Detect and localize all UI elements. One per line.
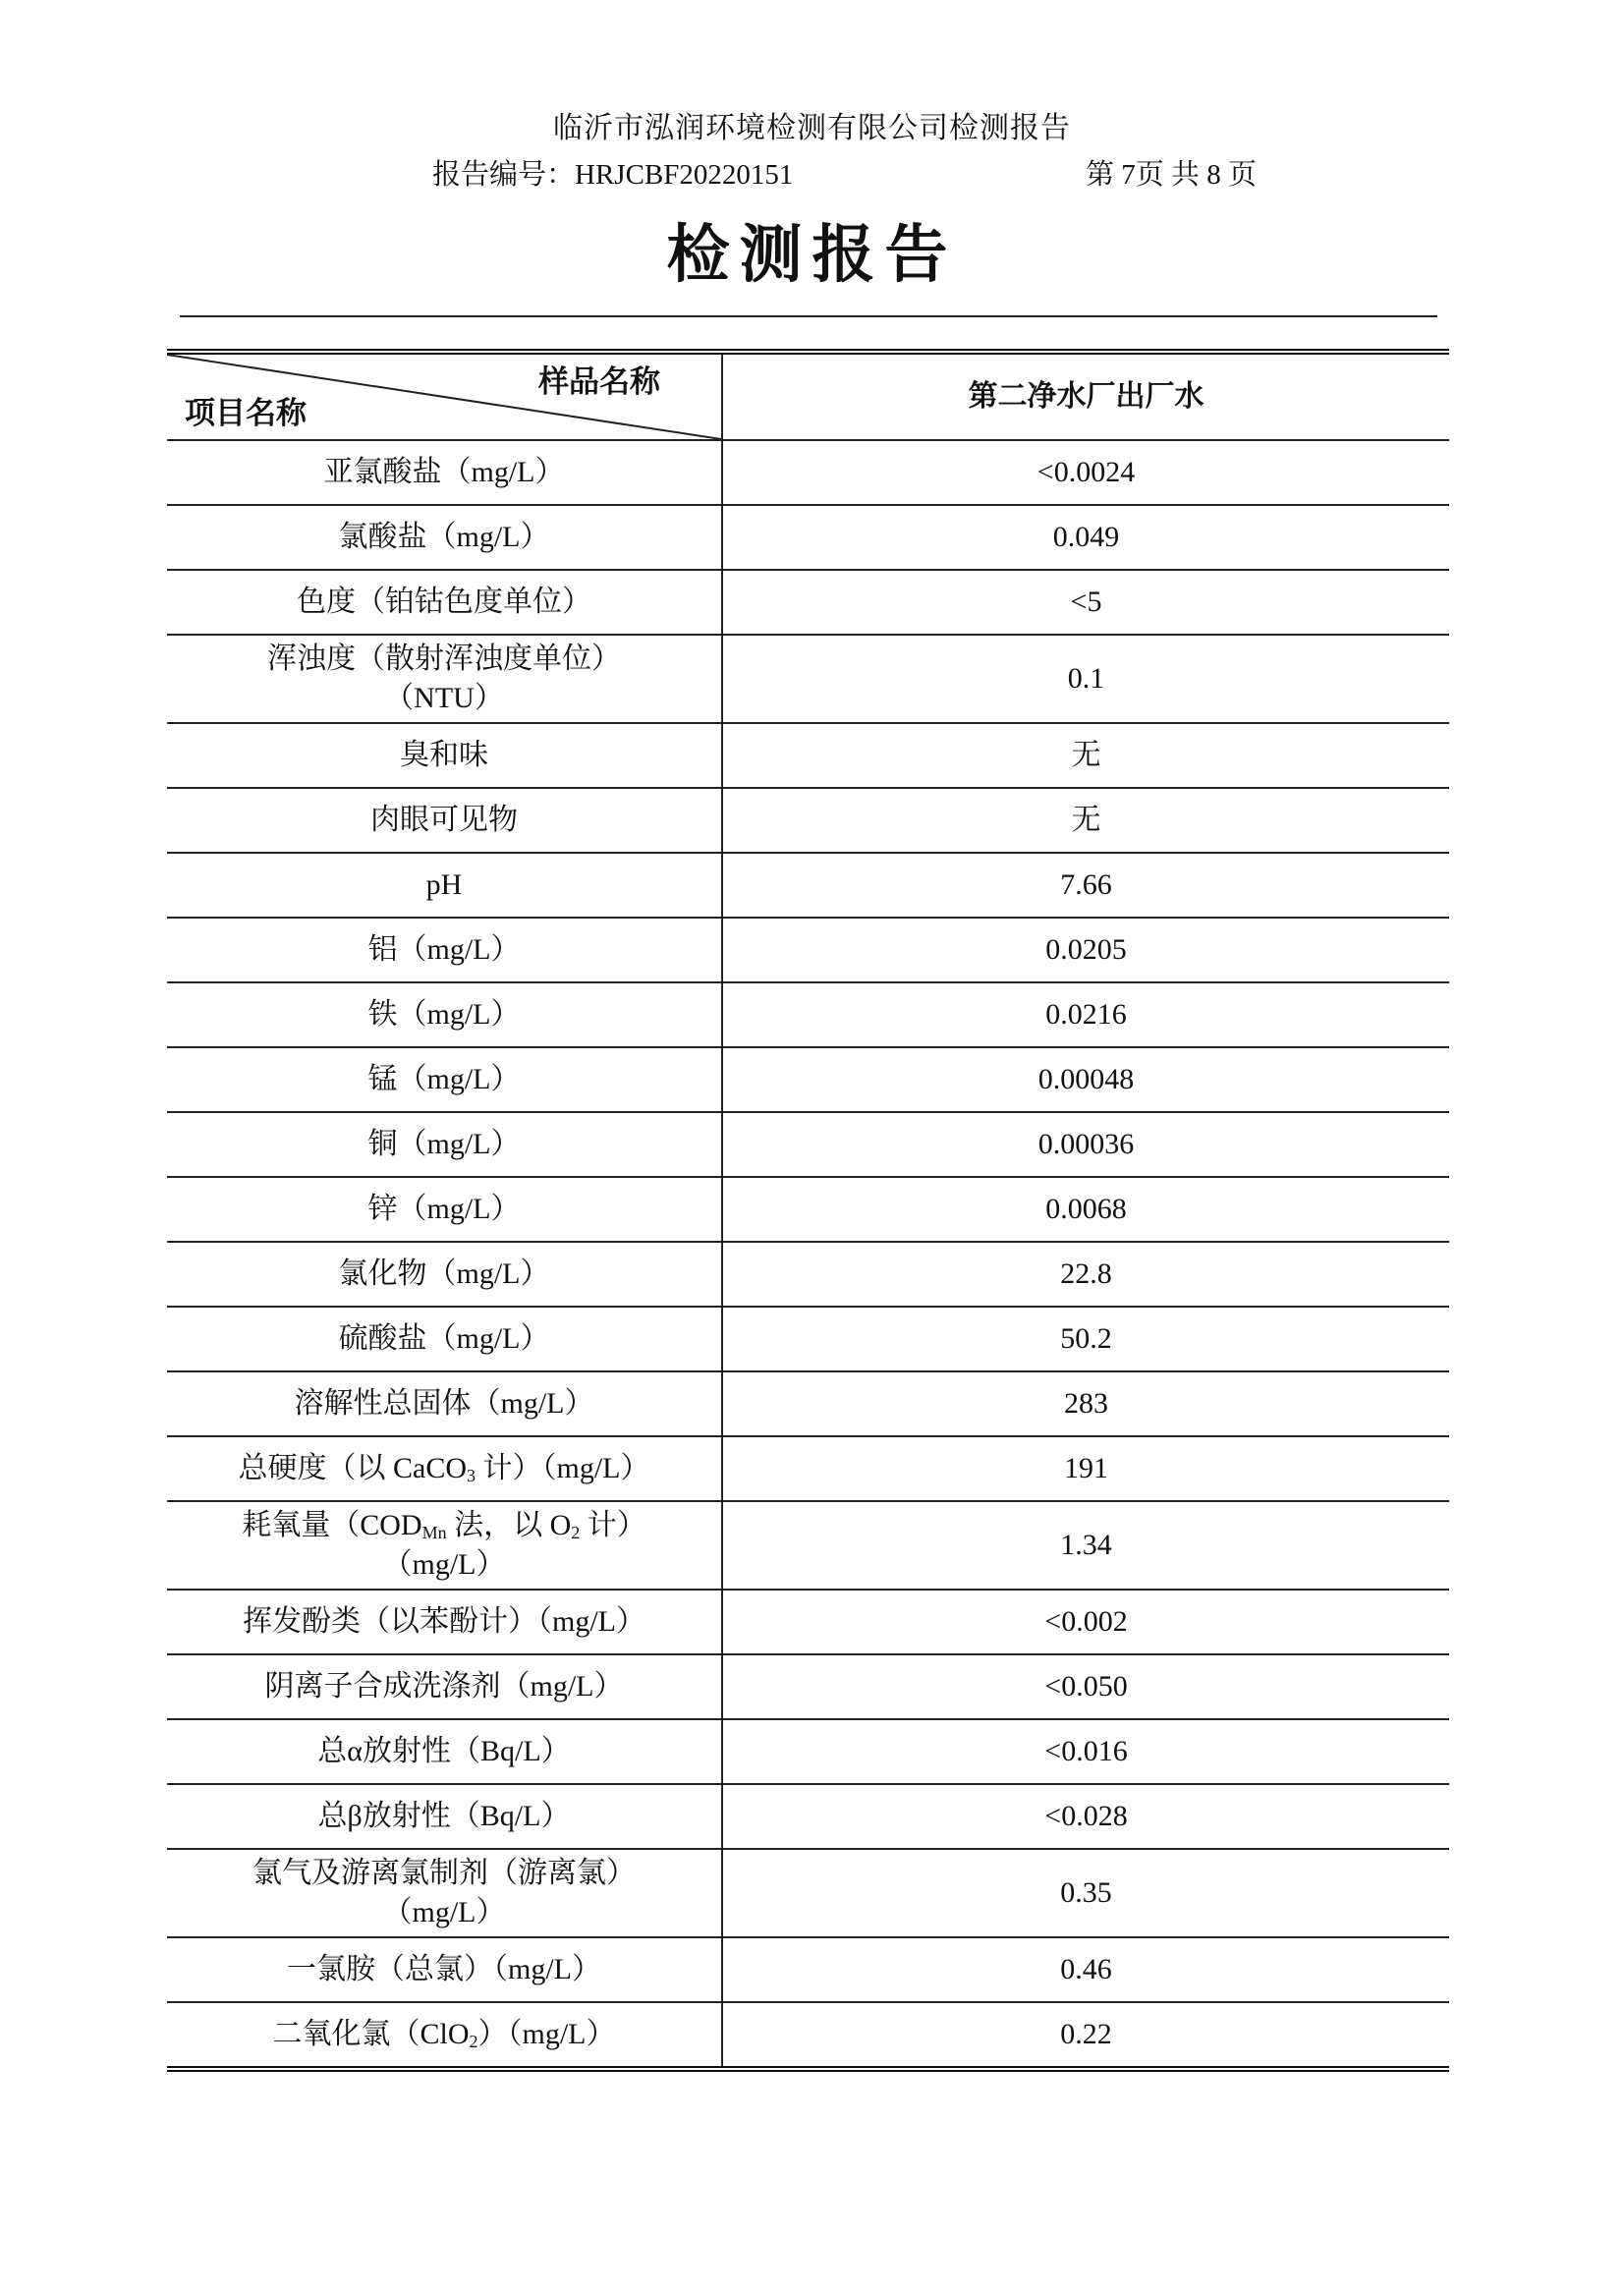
value-cell: 22.8: [722, 1242, 1449, 1307]
table-row: [167, 440, 1449, 505]
item-text: ）（mg/L）: [477, 2018, 616, 2050]
item-cell: 锰（mg/L）: [167, 1047, 722, 1112]
item-text: 二氧化氯（ClO: [272, 2018, 470, 2050]
item-line-2: （NTU）: [384, 682, 504, 714]
item-cell: 总β放射性（Bq/L）: [167, 1784, 722, 1849]
results-table: [167, 349, 1449, 2072]
item-cell: [167, 2002, 722, 2069]
report-number: 报告编号：HRJCBF20220151: [432, 159, 794, 191]
value-cell: 0.0068: [722, 1177, 1449, 1242]
table-row: [167, 1849, 1449, 1937]
subscript: 2: [469, 2032, 478, 2051]
item-line-1: 氯气及游离氯制剂（游离氯）: [252, 1857, 636, 1889]
table-row: [167, 635, 1449, 723]
sample-name-label: 样品名称: [538, 364, 660, 400]
item-cell: 阴离子合成洗涤剂（mg/L）: [167, 1654, 722, 1719]
table-row: [167, 1501, 1449, 1590]
item-cell: [167, 1849, 722, 1937]
item-cell: 硫酸盐（mg/L）: [167, 1307, 722, 1371]
value-cell: 0.00048: [722, 1047, 1449, 1112]
item-cell: 铝（mg/L）: [167, 918, 722, 982]
value-cell: 50.2: [722, 1307, 1449, 1371]
item-line-1: 浑浊度（散射浑浊度单位）: [267, 642, 621, 675]
table-row: [167, 1654, 1449, 1719]
table-row: [167, 1436, 1449, 1501]
table-row: [167, 1719, 1449, 1784]
item-cell: 锌（mg/L）: [167, 1177, 722, 1242]
item-cell: 氯酸盐（mg/L）: [167, 505, 722, 570]
item-line-1: [175, 1506, 713, 1545]
item-line-2: （mg/L）: [382, 1896, 506, 1928]
corner-header-cell: [167, 352, 722, 440]
title-divider: [180, 315, 1437, 317]
item-cell: 铜（mg/L）: [167, 1112, 722, 1177]
value-cell: 0.00036: [722, 1112, 1449, 1177]
item-cell: 色度（铂钴色度单位）: [167, 570, 722, 635]
value-cell: <0.050: [722, 1654, 1449, 1719]
page-number: 第 7页 共 8 页: [1086, 159, 1258, 191]
item-cell: [167, 635, 722, 723]
table-row: [167, 505, 1449, 570]
item-text: 总硬度（以 CaCO: [238, 1452, 467, 1484]
value-cell: 0.0216: [722, 982, 1449, 1047]
value-cell: <5: [722, 570, 1449, 635]
value-cell: 1.34: [722, 1501, 1449, 1590]
item-cell: 铁（mg/L）: [167, 982, 722, 1047]
table-row: [167, 1937, 1449, 2002]
item-text: 耗氧量（COD: [242, 1509, 422, 1541]
table-row: [167, 982, 1449, 1047]
item-text: 计）（mg/L）: [476, 1452, 650, 1484]
item-cell: 溶解性总固体（mg/L）: [167, 1371, 722, 1436]
item-line-2: （mg/L）: [382, 1548, 506, 1581]
value-cell: 0.46: [722, 1937, 1449, 2002]
item-cell: pH: [167, 853, 722, 918]
value-cell: 无: [722, 723, 1449, 788]
value-cell: <0.002: [722, 1590, 1449, 1654]
item-cell: 总α放射性（Bq/L）: [167, 1719, 722, 1784]
value-cell: 0.0205: [722, 918, 1449, 982]
table-row: [167, 1242, 1449, 1307]
table-row: [167, 1112, 1449, 1177]
subscript: 3: [467, 1466, 476, 1485]
value-cell: 0.22: [722, 2002, 1449, 2069]
company-report-header: 临沂市泓润环境检测有限公司检测报告: [553, 112, 1071, 144]
page-title: 检测报告: [666, 220, 958, 290]
value-cell: 0.049: [722, 505, 1449, 570]
table-header-row: [167, 352, 1449, 440]
value-cell: <0.0024: [722, 440, 1449, 505]
table-row: [167, 1590, 1449, 1654]
item-cell: 挥发酚类（以苯酚计）（mg/L）: [167, 1590, 722, 1654]
value-cell: 0.1: [722, 635, 1449, 723]
table-row: [167, 1047, 1449, 1112]
item-cell: 一氯胺（总氯）（mg/L）: [167, 1937, 722, 2002]
table-row: [167, 570, 1449, 635]
item-name-label: 项目名称: [185, 396, 307, 431]
subscript: Mn: [421, 1523, 447, 1542]
subscript: 2: [571, 1523, 581, 1542]
item-text: 计）: [580, 1509, 646, 1541]
sample-name-header: 第二净水厂出厂水: [722, 352, 1449, 440]
value-cell: 283: [722, 1371, 1449, 1436]
item-cell: 臭和味: [167, 723, 722, 788]
table-row: [167, 853, 1449, 918]
item-cell: [167, 1501, 722, 1590]
value-cell: <0.016: [722, 1719, 1449, 1784]
table-row: [167, 1307, 1449, 1371]
value-cell: <0.028: [722, 1784, 1449, 1849]
item-cell: 氯化物（mg/L）: [167, 1242, 722, 1307]
item-cell: 肉眼可见物: [167, 788, 722, 853]
value-cell: 7.66: [722, 853, 1449, 918]
table-row: [167, 918, 1449, 982]
item-cell: [167, 1436, 722, 1501]
table-row: [167, 2002, 1449, 2069]
table-row: [167, 1371, 1449, 1436]
table-row: [167, 788, 1449, 853]
table-row: [167, 1784, 1449, 1849]
table-row: [167, 1177, 1449, 1242]
item-cell: 亚氯酸盐（mg/L）: [167, 440, 722, 505]
value-cell: 无: [722, 788, 1449, 853]
value-cell: 191: [722, 1436, 1449, 1501]
item-text: 法，以 O: [446, 1509, 572, 1541]
table-row: [167, 723, 1449, 788]
value-cell: 0.35: [722, 1849, 1449, 1937]
